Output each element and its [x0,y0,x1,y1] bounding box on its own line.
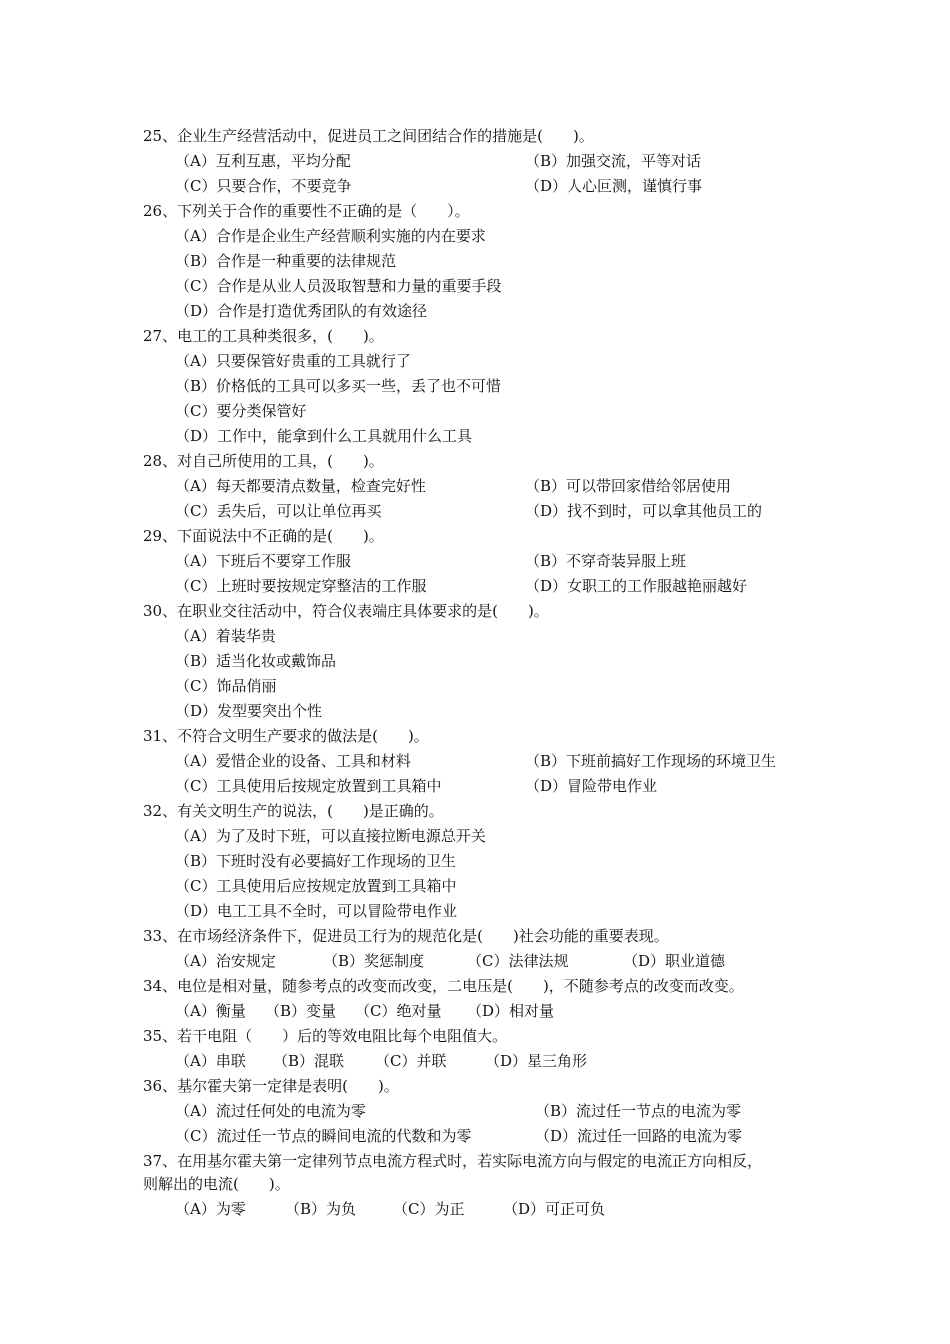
question-31-option-b: （B）下班前搞好工作现场的环境卫生 [525,752,777,770]
question-30-option-d: （D）发型要突出个性 [175,702,323,720]
question-31-option-c: （C）工具使用后按规定放置到工具箱中 [175,777,442,795]
question-28-option-a: （A）每天都要清点数量，检查完好性 [175,477,426,495]
question-31-option-d: （D）冒险带电作业 [525,777,658,795]
question-25-option-a: （A）互利互惠，平均分配 [175,152,351,170]
question-37-option-b: （B）为负 [285,1200,357,1218]
question-36-option-c: （C）流过任一节点的瞬间电流的代数和为零 [175,1127,472,1145]
question-36-option-a: （A）流过任何处的电流为零 [175,1102,366,1120]
question-32-option-d: （D）电工工具不全时，可以冒险带电作业 [175,902,458,920]
question-37-stem-continuation: 则解出的电流( )。 [143,1175,290,1193]
question-34-option-b: （B）变量 [265,1002,337,1020]
question-35-stem: 35、若干电阻（ ）后的等效电阻比每个电阻值大。 [143,1027,508,1045]
question-36-option-b: （B）流过任一节点的电流为零 [535,1102,742,1120]
question-30-option-a: （A）着装华贵 [175,627,276,645]
question-33-option-c: （C）法律法规 [467,952,569,970]
question-30-option-b: （B）适当化妆或戴饰品 [175,652,337,670]
question-28-option-d: （D）找不到时，可以拿其他员工的 [525,502,763,520]
question-32-stem: 32、有关文明生产的说法，( )是正确的。 [143,802,444,820]
question-26-option-b: （B）合作是一种重要的法律规范 [175,252,397,270]
question-34-option-d: （D）相对量 [467,1002,555,1020]
question-32-option-b: （B）下班时没有必要搞好工作现场的卫生 [175,852,457,870]
question-27-stem: 27、电工的工具种类很多，( )。 [143,327,384,345]
question-26-option-d: （D）合作是打造优秀团队的有效途径 [175,302,428,320]
question-29-option-c: （C）上班时要按规定穿整洁的工作服 [175,577,427,595]
question-34-stem: 34、电位是相对量，随参考点的改变而改变，二电压是( )，不随参考点的改变而改变。 [143,977,744,995]
question-27-option-a: （A）只要保管好贵重的工具就行了 [175,352,411,370]
question-27-option-d: （D）工作中，能拿到什么工具就用什么工具 [175,427,473,445]
question-31-option-a: （A）爱惜企业的设备、工具和材料 [175,752,411,770]
question-29-option-a: （A）下班后不要穿工作服 [175,552,351,570]
question-33-option-a: （A）治安规定 [175,952,276,970]
question-32-option-c: （C）工具使用后应按规定放置到工具箱中 [175,877,457,895]
question-30-option-c: （C）饰品俏丽 [175,677,277,695]
question-32-option-a: （A）为了及时下班，可以直接拉断电源总开关 [175,827,486,845]
question-35-option-a: （A）串联 [175,1052,246,1070]
question-28-option-c: （C）丢失后，可以让单位再买 [175,502,382,520]
question-37-option-a: （A）为零 [175,1200,246,1218]
question-36-option-d: （D）流过任一回路的电流为零 [535,1127,743,1145]
question-26-option-a: （A）合作是企业生产经营顺利实施的内在要求 [175,227,486,245]
question-34-option-a: （A）衡量 [175,1002,246,1020]
question-35-option-b: （B）混联 [273,1052,345,1070]
question-37-option-d: （D）可正可负 [503,1200,606,1218]
question-33-option-b: （B）奖惩制度 [323,952,425,970]
question-25-option-d: （D）人心叵测，谨慎行事 [525,177,703,195]
question-37-option-c: （C）为正 [393,1200,465,1218]
question-25-stem: 25、企业生产经营活动中，促进员工之间团结合作的措施是( )。 [143,127,594,145]
question-29-option-d: （D）女职工的工作服越艳丽越好 [525,577,748,595]
question-31-stem: 31、不符合文明生产要求的做法是( )。 [143,727,429,745]
question-29-option-b: （B）不穿奇装异服上班 [525,552,687,570]
question-33-option-d: （D）职业道德 [623,952,726,970]
question-35-option-d: （D）星三角形 [485,1052,588,1070]
question-27-option-c: （C）要分类保管好 [175,402,307,420]
question-25-option-c: （C）只要合作，不要竞争 [175,177,352,195]
question-29-stem: 29、下面说法中不正确的是( )。 [143,527,384,545]
question-26-option-c: （C）合作是从业人员汲取智慧和力量的重要手段 [175,277,502,295]
question-28-option-b: （B）可以带回家借给邻居使用 [525,477,732,495]
question-37-stem: 37、在用基尔霍夫第一定律列节点电流方程式时，若实际电流方向与假定的电流正方向相反， [143,1152,763,1170]
question-35-option-c: （C）并联 [375,1052,447,1070]
question-30-stem: 30、在职业交往活动中，符合仪表端庄具体要求的是( )。 [143,602,549,620]
question-36-stem: 36、基尔霍夫第一定律是表明( )。 [143,1077,399,1095]
question-25-option-b: （B）加强交流，平等对话 [525,152,702,170]
question-28-stem: 28、对自己所使用的工具，( )。 [143,452,384,470]
question-33-stem: 33、在市场经济条件下，促进员工行为的规范化是( )社会功能的重要表现。 [143,927,669,945]
question-26-stem: 26、下列关于合作的重要性不正确的是（ ）。 [143,202,470,220]
question-27-option-b: （B）价格低的工具可以多买一些，丢了也不可惜 [175,377,502,395]
question-34-option-c: （C）绝对量 [355,1002,442,1020]
